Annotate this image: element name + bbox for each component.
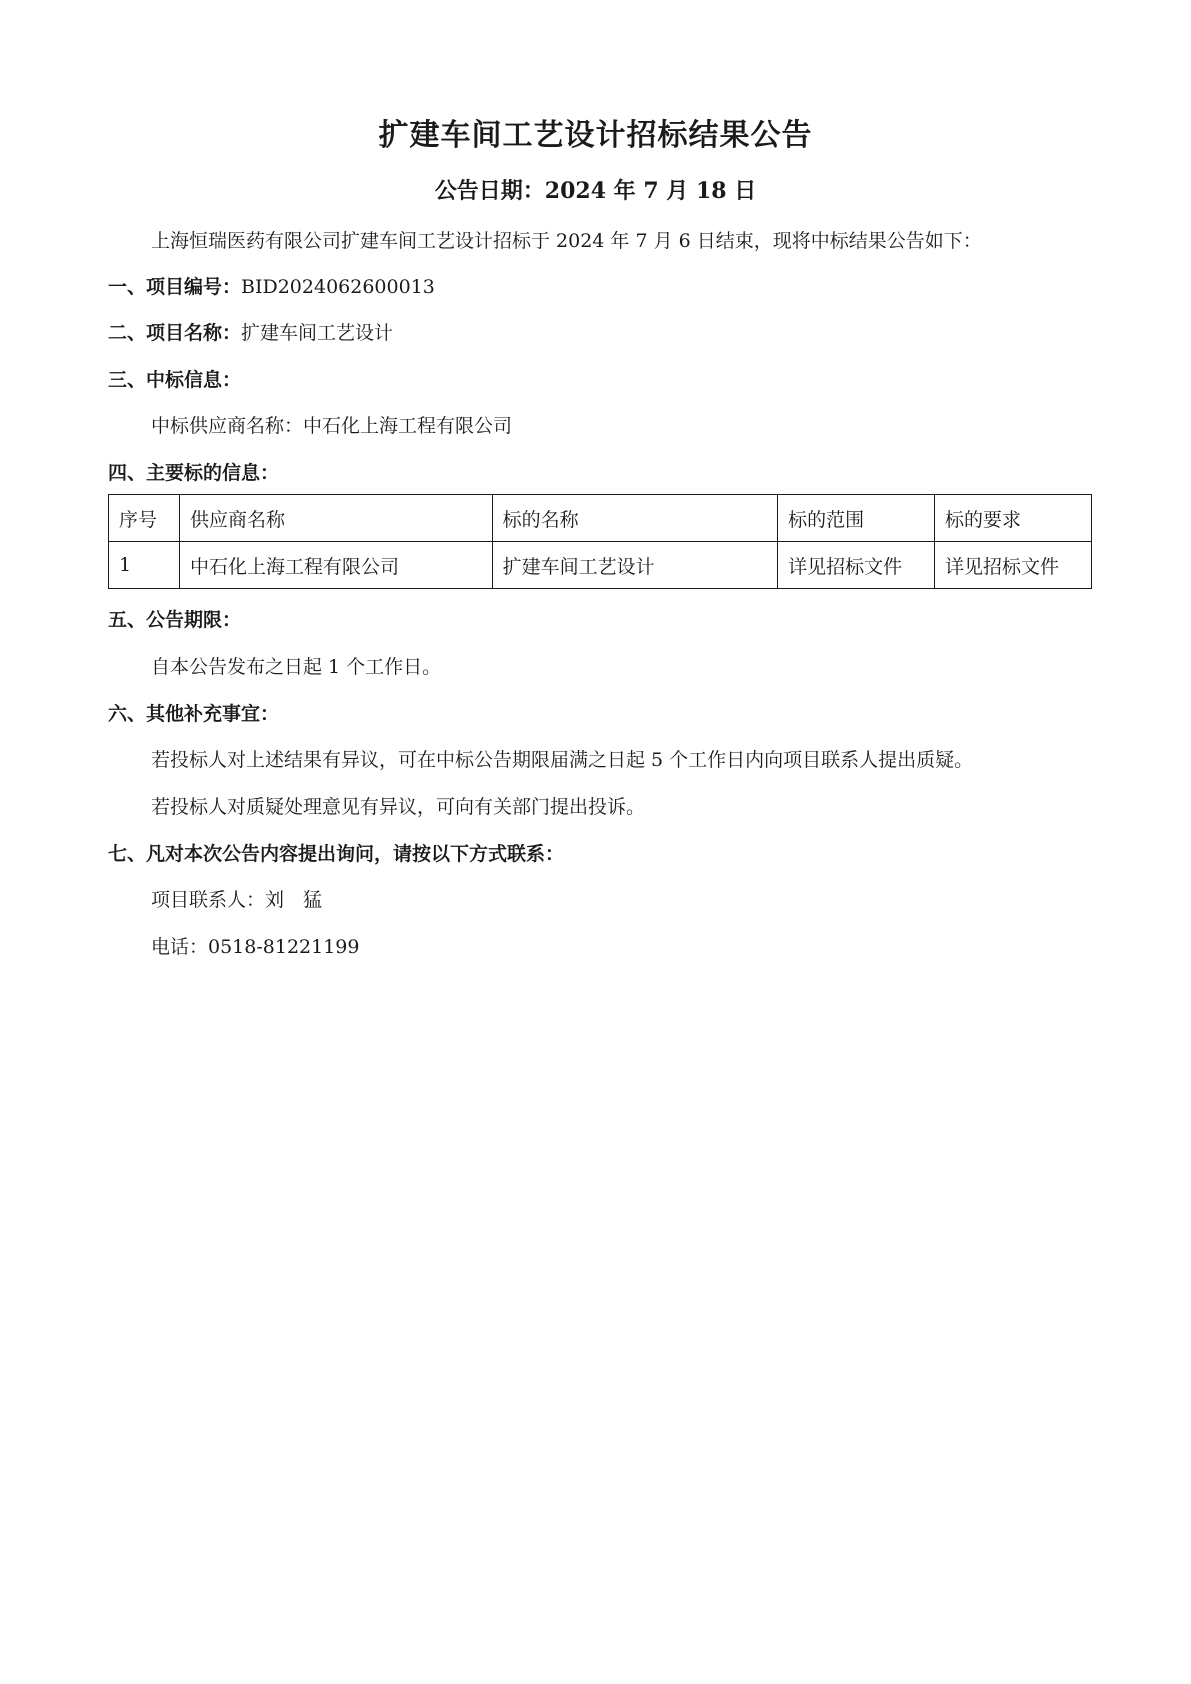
section-main-subject [108,458,279,485]
objection-line: 若投标人对上述结果有异议，可在中标公告期限届满之日起 5 个工作日内向项目联系人提出质疑。 [151,749,974,771]
section-notice-period [108,605,241,632]
table-cell: 中石化上海工程有限公司 [179,542,492,589]
table-header-cell: 标的名称 [492,495,778,542]
table-header-cell: 标的范围 [778,495,935,542]
section-contact [108,839,564,866]
section-other-matters [108,699,279,726]
bid-subject-table [108,494,1092,589]
table-header-row [109,495,1092,542]
table-cell: 详见招标文件 [935,542,1092,589]
complaint-line: 若投标人对质疑处理意见有异议，可向有关部门提出投诉。 [151,796,646,818]
table-cell: 1 [109,542,180,589]
page-title: 扩建车间工艺设计招标结果公告 [378,118,813,153]
table-header-cell: 供应商名称 [179,495,492,542]
phone-line: 电话：0518-81221199 [151,936,360,958]
section-heading: 五、公告期限： [108,609,242,631]
section-heading: 六、其他补充事宜： [108,703,280,725]
notice-period-line: 自本公告发布之日起 1 个工作日。 [151,656,442,678]
intro-paragraph: 上海恒瑞医药有限公司扩建车间工艺设计招标于 2024 年 7 月 6 日结束，现将中标结果公告如下： [151,230,982,252]
section-project-name [108,318,393,345]
table-cell: 扩建车间工艺设计 [492,542,778,589]
table-header-cell: 标的要求 [935,495,1092,542]
section-heading: 三、中标信息： [108,369,242,391]
contact-person-line: 项目联系人：刘 猛 [151,889,323,911]
section-heading: 二、项目名称： [108,322,242,344]
section-heading: 七、凡对本次公告内容提出询问，请按以下方式联系： [108,843,565,865]
announcement-date: 公告日期：2024 年 7 月 18 日 [434,178,757,204]
table-header-cell: 序号 [109,495,180,542]
winning-supplier-line: 中标供应商名称：中石化上海工程有限公司 [151,415,513,437]
section-project-number [108,272,435,299]
table-row [109,542,1092,589]
section-heading: 四、主要标的信息： [108,462,280,484]
project-number-value: BID2024062600013 [241,276,435,298]
table-cell: 详见招标文件 [778,542,935,589]
section-heading: 一、项目编号： [108,276,242,298]
project-name-value: 扩建车间工艺设计 [241,322,394,344]
section-winning-info [108,365,241,392]
